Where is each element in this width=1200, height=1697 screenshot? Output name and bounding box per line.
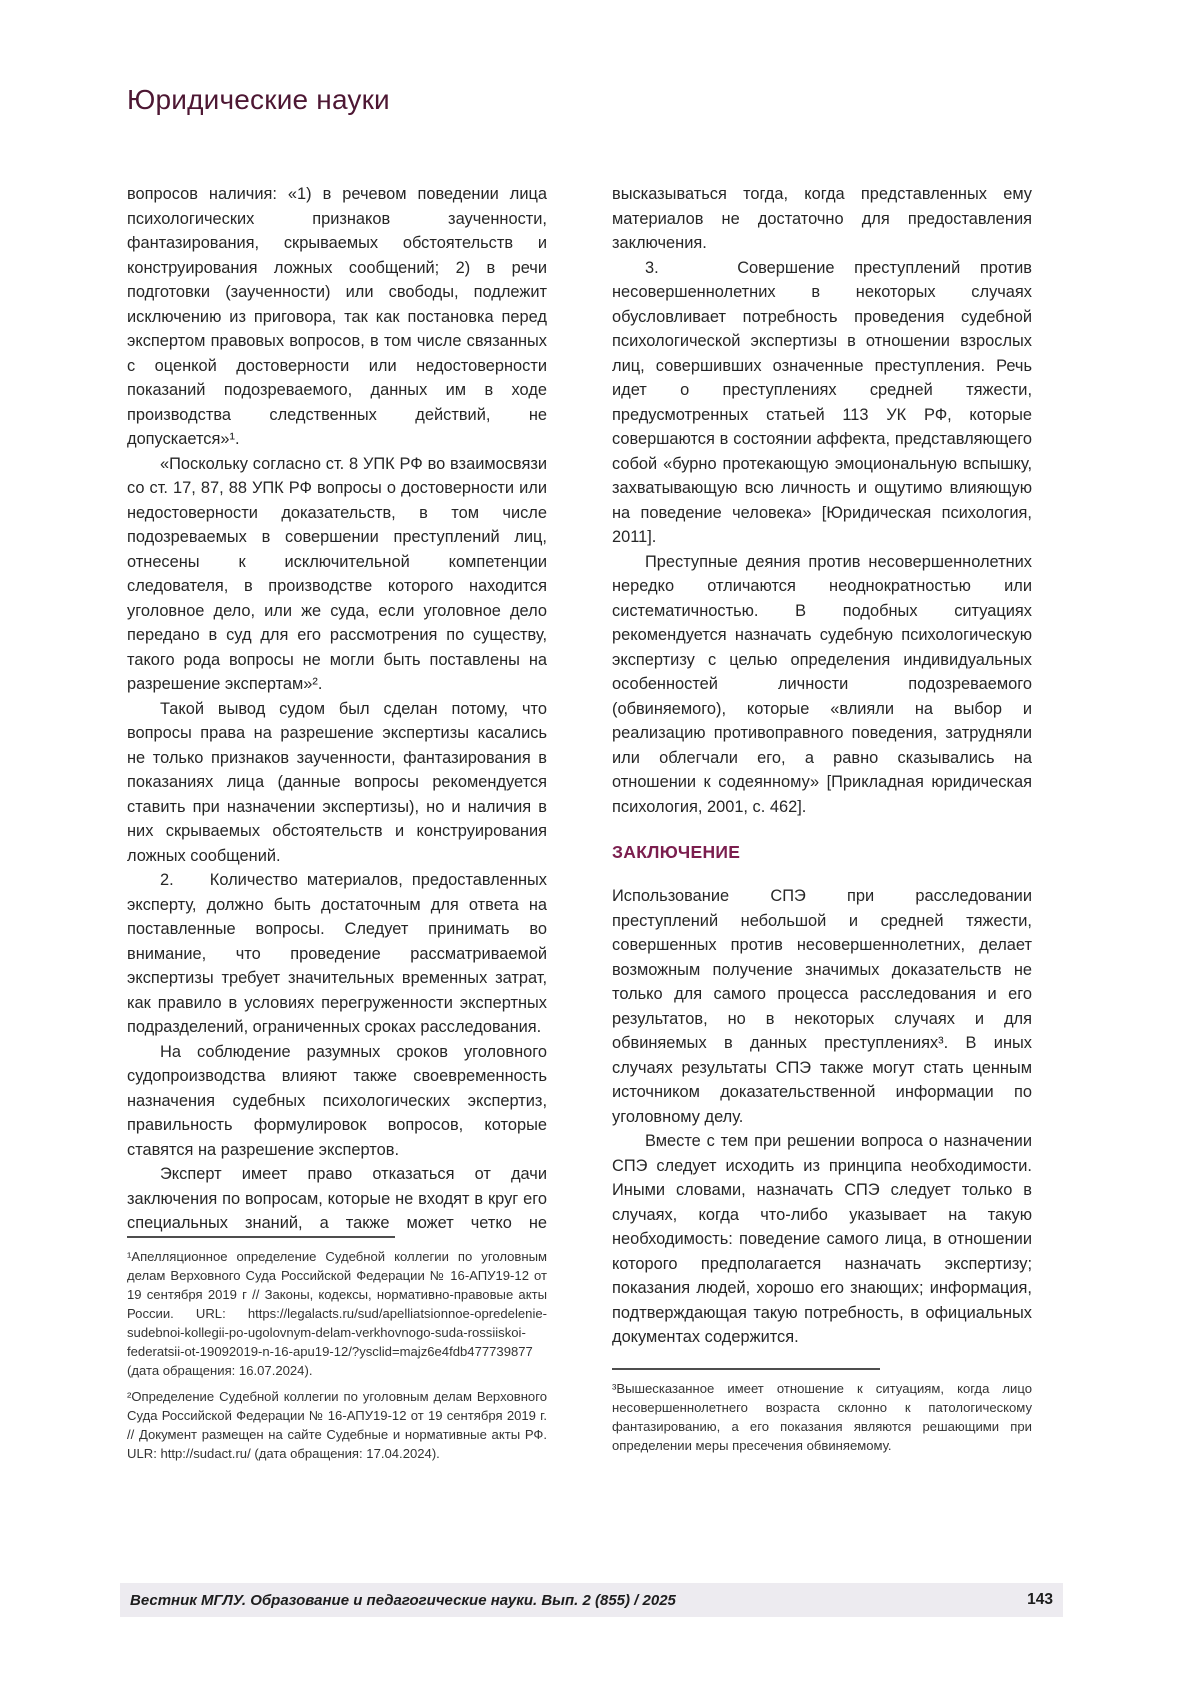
body-paragraph: На соблюдение разумных сроков уголовного судопроизводства влияют также своевременность назначения судебных психологических экспертиз, правильность формулировок вопросов, которые ставятся на разрешение экспертов. — [127, 1042, 547, 1159]
right-column-paragraphs-bottom — [612, 884, 1032, 1350]
right-footnotes — [612, 1368, 1032, 1462]
body-paragraph: Преступные деяния против несовершеннолетних нередко отличаются неоднократностью или систематичностью. В подобных ситуациях рекомендуется назначать судебную психологическую экспертизу с целью определения индивидуальных особенностей личности подозреваемого (обвиняемого), которые «влияли на выбор и реализацию противоправного поведения, затрудняли или облегчали его, а равно сказывались на отношении к содеянному» [Прикладная юридическая психология, 2001, с. 462]. — [612, 552, 1032, 816]
left-footnote-list — [127, 1247, 547, 1463]
two-column-layout — [127, 182, 1032, 1462]
footnote-divider — [127, 1236, 395, 1238]
left-column-paragraphs — [127, 182, 547, 1236]
body-paragraph: 3. Совершение преступлений против несовершеннолетних в некоторых случаях обусловливает потребность проведения судебной психологической экспертизы в отношении взрослых лиц, совершивших означенные преступления. Речь идет о преступлениях средней тяжести, предусмотренных статьей 113 УК РФ, которые совершаются в состоянии аффекта, представляющего собой «бурно протекающую эмоциональную вспышку, захватывающую всю личность и ощутимо влияющую на поведение человека» [Юридическая психология, 2011]. — [612, 258, 1032, 546]
body-paragraph: Такой вывод судом был сделан потому, что вопросы права на разрешение экспертизы касались не только признаков заученности, фантазирования в показаниях лица (данные вопросы рекомендуется ставить при назначении экспертизы), но и наличия в них скрываемых обстоятельств и конструирования ложных сообщений. — [127, 699, 547, 865]
footnote: ³Вышесказанное имеет отношение к ситуациям, когда лицо несовершеннолетнего возраста склонно к патологическому фантазированию, а его показания являются решающими при определении меры пресечения обвиняемому. — [612, 1381, 1032, 1453]
left-column — [127, 182, 547, 1462]
footnote: ²Определение Судебной коллегии по уголовным делам Верховного Суда Российской Федерации № 16-АПУ19-12 от 19 сентября 2019 г. // Документ размещен на сайте Судебные и нормативные акты РФ. ULR: http://sudact.ru/ (дата обращения: 17.04.2024). — [127, 1388, 547, 1461]
right-footnote-list — [612, 1379, 1032, 1455]
body-paragraph: Использование СПЭ при расследовании преступлений небольшой и средней тяжести, совершенных против несовершеннолетних, делает возможным получение значимых доказательств не только для самого процесса расследования и его результатов, но в некоторых случаях и для обвиняемых в данных преступлениях³. В иных случаях результаты СПЭ также могут стать ценным источником доказательственной информации по уголовному делу. — [612, 887, 1032, 1126]
body-paragraph: 2. Количество материалов, предоставленных эксперту, должно быть достаточным для ответа на поставленные вопросы. Следует принимать во внимание, что проведение рассматриваемой экспертизы требует значительных временных затрат, как правило в условиях перегруженности экспертных подразделений, ограниченных сроках расследования. — [127, 871, 547, 1036]
body-paragraph: вопросов наличия: «1) в речевом поведении лица психологических признаков заученности, фантазирования, скрываемых обстоятельств и конструирования ложных сообщений; 2) в речи подготовки (заученности) или свободы, подлежит исключению из приговора, так как постановка перед экспертом правовых вопросов, в том числе связанных с оценкой достоверности или недостоверности показаний подозреваемого, данных им в ходе производства следственных действий, не допускается»¹. — [127, 185, 547, 448]
right-column — [612, 182, 1032, 1462]
body-paragraph: Эксперт имеет право отказаться от дачи заключения по вопросам, которые не входят в круг его специальных знаний, а также может четко не — [127, 1165, 547, 1232]
footer-bar — [120, 1583, 1063, 1617]
footer-journal-title: Вестник МГЛУ. Образование и педагогические науки. Вып. 2 (855) / 2025 — [130, 1591, 676, 1609]
body-paragraph: высказываться тогда, когда представленных ему материалов не достаточно для предоставления заключения. — [612, 185, 1032, 252]
page-number: 143 — [1027, 1591, 1053, 1608]
section-title: Юридические науки — [127, 84, 390, 115]
right-column-paragraphs-top — [612, 182, 1032, 819]
footnote-divider — [612, 1368, 880, 1370]
left-footnotes — [127, 1236, 547, 1470]
body-paragraph: «Поскольку согласно ст. 8 УПК РФ во взаимосвязи со ст. 17, 87, 88 УПК РФ вопросы о достоверности или недостоверности доказательств, в том числе подозреваемых в совершении преступлений лиц, отнесены к исключительной компетенции следователя, в производстве которого находится уголовное дело, или же суда, если уголовное дело передано в суд для его рассмотрения по существу, такого рода вопросы не могли быть поставлены на разрешение экспертам»². — [127, 454, 547, 693]
footnote: ¹Апелляционное определение Судебной коллегии по уголовным делам Верховного Суда Российской Федерации № 16-АПУ19-12 от 19 сентября 2019 г // Законы, кодексы, нормативно-правовые акты России. URL: https://legalacts.ru/sud/apelliatsionnoe-opredelenie-sudebnoi-kollegii-po-ugolovnym-delam-verkhovnogo-suda-rossiiskoi-federatsii-ot-19092019-n-16-apu19-12/?ysclid=majz6e4fdb477739877 (дата обращения: 16.07.2024). — [127, 1248, 547, 1378]
body-paragraph: Вместе с тем при решении вопроса о назначении СПЭ следует исходить из принципа необходимости. Иными словами, назначать СПЭ следует только в случаях, когда что-либо указывает на такую необходимость: поведение самого лица, в отношении которого предполагается назначать экспертизу; показания людей, хорошо его знающих; информация, подтверждающая такую потребность, в официальных документах содержится. — [612, 1132, 1032, 1346]
conclusion-heading: ЗАКЛЮЧЕНИЕ — [612, 842, 741, 862]
